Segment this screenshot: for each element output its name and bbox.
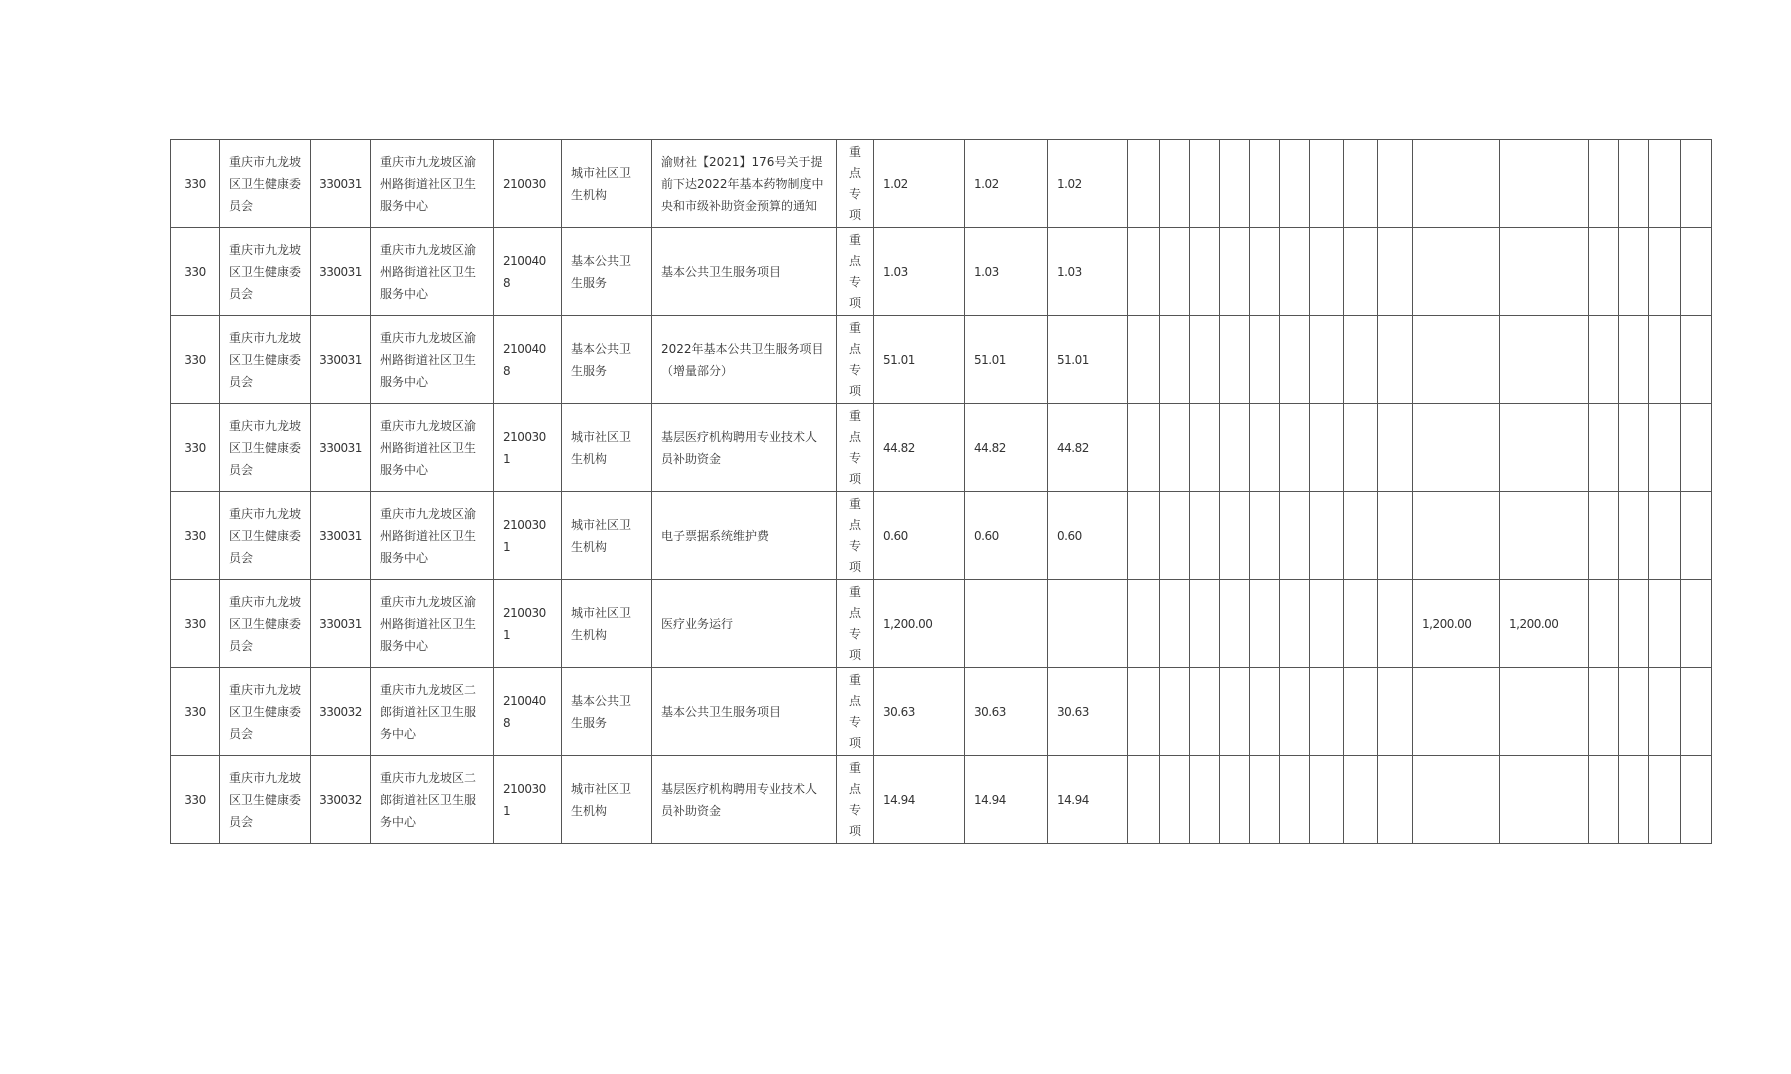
subject-code-cell: 210030	[494, 140, 562, 228]
subject-code-cell: 2100408	[494, 228, 562, 316]
empty-cell	[1589, 580, 1619, 668]
unit-code-cell: 330031	[311, 404, 371, 492]
amount-other-cell	[1413, 756, 1500, 844]
amount-other-cell: 1,200.00	[1413, 580, 1500, 668]
project-type-cell: 重点专项	[837, 140, 874, 228]
unit-code-cell: 330031	[311, 228, 371, 316]
empty-cell	[1128, 316, 1160, 404]
amount-other-cell	[1413, 140, 1500, 228]
subject-code-cell: 2100301	[494, 492, 562, 580]
empty-cell	[1344, 140, 1378, 228]
empty-cell	[1344, 580, 1378, 668]
unit-name-cell: 重庆市九龙坡区渝州路街道社区卫生服务中心	[371, 404, 494, 492]
dept-code-cell: 330	[171, 316, 220, 404]
empty-cell	[1160, 492, 1190, 580]
empty-cell	[1128, 756, 1160, 844]
empty-cell	[1128, 228, 1160, 316]
project-name-cell: 基层医疗机构聘用专业技术人员补助资金	[652, 404, 837, 492]
dept-name-cell: 重庆市九龙坡区卫生健康委员会	[220, 492, 311, 580]
unit-code-cell: 330032	[311, 668, 371, 756]
empty-cell	[1250, 404, 1280, 492]
amount-other-cell	[1413, 228, 1500, 316]
empty-cell	[1280, 140, 1310, 228]
unit-code-cell: 330032	[311, 756, 371, 844]
amount-general-cell: 51.01	[1048, 316, 1128, 404]
project-type-cell: 重点专项	[837, 492, 874, 580]
dept-code-cell: 330	[171, 756, 220, 844]
empty-cell	[1220, 140, 1250, 228]
amount-other-total-cell	[1500, 316, 1589, 404]
subject-code-cell: 2100408	[494, 316, 562, 404]
empty-cell	[1619, 668, 1649, 756]
empty-cell	[1649, 756, 1681, 844]
amount-other-cell	[1413, 316, 1500, 404]
subject-code-cell: 2100301	[494, 756, 562, 844]
empty-cell	[1310, 140, 1344, 228]
table-row	[171, 580, 1712, 668]
empty-cell	[1649, 492, 1681, 580]
empty-cell	[1250, 668, 1280, 756]
empty-cell	[1190, 580, 1220, 668]
empty-cell	[1280, 492, 1310, 580]
dept-code-cell: 330	[171, 140, 220, 228]
empty-cell	[1681, 404, 1712, 492]
empty-cell	[1649, 668, 1681, 756]
table-row	[171, 316, 1712, 404]
table-row	[171, 404, 1712, 492]
empty-cell	[1190, 228, 1220, 316]
empty-cell	[1619, 492, 1649, 580]
subject-code-cell: 2100301	[494, 580, 562, 668]
project-name-cell: 基层医疗机构聘用专业技术人员补助资金	[652, 756, 837, 844]
empty-cell	[1160, 140, 1190, 228]
table-row	[171, 492, 1712, 580]
empty-cell	[1344, 228, 1378, 316]
dept-name-cell: 重庆市九龙坡区卫生健康委员会	[220, 404, 311, 492]
empty-cell	[1250, 580, 1280, 668]
empty-cell	[1190, 668, 1220, 756]
dept-name-cell: 重庆市九龙坡区卫生健康委员会	[220, 228, 311, 316]
budget-table	[170, 139, 1712, 844]
subject-name-cell: 基本公共卫生服务	[562, 228, 652, 316]
empty-cell	[1619, 404, 1649, 492]
empty-cell	[1250, 316, 1280, 404]
empty-cell	[1589, 140, 1619, 228]
dept-code-cell: 330	[171, 404, 220, 492]
table-row	[171, 668, 1712, 756]
empty-cell	[1589, 668, 1619, 756]
amount-other-total-cell	[1500, 756, 1589, 844]
subject-name-cell: 城市社区卫生机构	[562, 140, 652, 228]
empty-cell	[1128, 404, 1160, 492]
amount-other-total-cell: 1,200.00	[1500, 580, 1589, 668]
amount-other-total-cell	[1500, 492, 1589, 580]
amount-general-cell: 30.63	[1048, 668, 1128, 756]
empty-cell	[1280, 580, 1310, 668]
subject-name-cell: 城市社区卫生机构	[562, 756, 652, 844]
amount-fiscal-cell: 1.03	[965, 228, 1048, 316]
empty-cell	[1619, 316, 1649, 404]
empty-cell	[1378, 140, 1413, 228]
empty-cell	[1128, 580, 1160, 668]
empty-cell	[1344, 492, 1378, 580]
dept-code-cell: 330	[171, 228, 220, 316]
amount-fiscal-cell: 30.63	[965, 668, 1048, 756]
empty-cell	[1681, 668, 1712, 756]
unit-name-cell: 重庆市九龙坡区渝州路街道社区卫生服务中心	[371, 316, 494, 404]
empty-cell	[1220, 756, 1250, 844]
empty-cell	[1128, 140, 1160, 228]
amount-total-cell: 44.82	[874, 404, 965, 492]
empty-cell	[1344, 668, 1378, 756]
amount-fiscal-cell: 51.01	[965, 316, 1048, 404]
amount-other-total-cell	[1500, 228, 1589, 316]
empty-cell	[1160, 580, 1190, 668]
empty-cell	[1649, 228, 1681, 316]
empty-cell	[1310, 492, 1344, 580]
empty-cell	[1190, 492, 1220, 580]
amount-other-cell	[1413, 668, 1500, 756]
project-type-cell: 重点专项	[837, 404, 874, 492]
empty-cell	[1190, 404, 1220, 492]
empty-cell	[1220, 580, 1250, 668]
empty-cell	[1160, 756, 1190, 844]
table-row	[171, 756, 1712, 844]
subject-name-cell: 基本公共卫生服务	[562, 316, 652, 404]
empty-cell	[1160, 404, 1190, 492]
amount-total-cell: 0.60	[874, 492, 965, 580]
empty-cell	[1220, 404, 1250, 492]
dept-code-cell: 330	[171, 580, 220, 668]
subject-name-cell: 基本公共卫生服务	[562, 668, 652, 756]
empty-cell	[1310, 668, 1344, 756]
empty-cell	[1220, 492, 1250, 580]
unit-code-cell: 330031	[311, 316, 371, 404]
amount-other-cell	[1413, 492, 1500, 580]
empty-cell	[1378, 316, 1413, 404]
empty-cell	[1310, 316, 1344, 404]
amount-general-cell: 1.02	[1048, 140, 1128, 228]
table-row	[171, 140, 1712, 228]
empty-cell	[1619, 228, 1649, 316]
dept-name-cell: 重庆市九龙坡区卫生健康委员会	[220, 668, 311, 756]
empty-cell	[1344, 316, 1378, 404]
empty-cell	[1128, 668, 1160, 756]
empty-cell	[1310, 228, 1344, 316]
empty-cell	[1378, 580, 1413, 668]
amount-fiscal-cell: 0.60	[965, 492, 1048, 580]
empty-cell	[1589, 404, 1619, 492]
empty-cell	[1681, 316, 1712, 404]
project-name-cell: 电子票据系统维护费	[652, 492, 837, 580]
dept-code-cell: 330	[171, 492, 220, 580]
unit-name-cell: 重庆市九龙坡区二郎街道社区卫生服务中心	[371, 668, 494, 756]
dept-name-cell: 重庆市九龙坡区卫生健康委员会	[220, 756, 311, 844]
empty-cell	[1589, 492, 1619, 580]
empty-cell	[1649, 316, 1681, 404]
empty-cell	[1280, 316, 1310, 404]
empty-cell	[1589, 756, 1619, 844]
empty-cell	[1619, 140, 1649, 228]
empty-cell	[1378, 492, 1413, 580]
empty-cell	[1310, 756, 1344, 844]
empty-cell	[1250, 228, 1280, 316]
project-name-cell: 医疗业务运行	[652, 580, 837, 668]
dept-code-cell: 330	[171, 668, 220, 756]
subject-code-cell: 2100301	[494, 404, 562, 492]
unit-code-cell: 330031	[311, 492, 371, 580]
empty-cell	[1649, 404, 1681, 492]
empty-cell	[1378, 228, 1413, 316]
empty-cell	[1589, 228, 1619, 316]
amount-total-cell: 1,200.00	[874, 580, 965, 668]
empty-cell	[1378, 756, 1413, 844]
subject-name-cell: 城市社区卫生机构	[562, 404, 652, 492]
project-type-cell: 重点专项	[837, 668, 874, 756]
empty-cell	[1280, 668, 1310, 756]
empty-cell	[1310, 580, 1344, 668]
amount-total-cell: 1.02	[874, 140, 965, 228]
amount-fiscal-cell: 44.82	[965, 404, 1048, 492]
empty-cell	[1160, 316, 1190, 404]
empty-cell	[1589, 316, 1619, 404]
unit-name-cell: 重庆市九龙坡区渝州路街道社区卫生服务中心	[371, 492, 494, 580]
amount-total-cell: 14.94	[874, 756, 965, 844]
empty-cell	[1160, 668, 1190, 756]
empty-cell	[1280, 756, 1310, 844]
empty-cell	[1681, 580, 1712, 668]
unit-code-cell: 330031	[311, 580, 371, 668]
empty-cell	[1649, 140, 1681, 228]
unit-name-cell: 重庆市九龙坡区渝州路街道社区卫生服务中心	[371, 140, 494, 228]
project-name-cell: 基本公共卫生服务项目	[652, 228, 837, 316]
amount-general-cell: 1.03	[1048, 228, 1128, 316]
empty-cell	[1250, 756, 1280, 844]
project-name-cell: 基本公共卫生服务项目	[652, 668, 837, 756]
amount-fiscal-cell: 14.94	[965, 756, 1048, 844]
empty-cell	[1378, 404, 1413, 492]
empty-cell	[1619, 580, 1649, 668]
amount-fiscal-cell	[965, 580, 1048, 668]
empty-cell	[1190, 756, 1220, 844]
empty-cell	[1160, 228, 1190, 316]
amount-other-total-cell	[1500, 404, 1589, 492]
empty-cell	[1344, 756, 1378, 844]
empty-cell	[1190, 140, 1220, 228]
project-type-cell: 重点专项	[837, 316, 874, 404]
empty-cell	[1190, 316, 1220, 404]
project-name-cell: 渝财社【2021】176号关于提前下达2022年基本药物制度中央和市级补助资金预算的通知	[652, 140, 837, 228]
unit-code-cell: 330031	[311, 140, 371, 228]
dept-name-cell: 重庆市九龙坡区卫生健康委员会	[220, 140, 311, 228]
empty-cell	[1310, 404, 1344, 492]
empty-cell	[1681, 140, 1712, 228]
empty-cell	[1649, 580, 1681, 668]
amount-other-total-cell	[1500, 140, 1589, 228]
subject-code-cell: 2100408	[494, 668, 562, 756]
empty-cell	[1681, 228, 1712, 316]
project-type-cell: 重点专项	[837, 756, 874, 844]
amount-fiscal-cell: 1.02	[965, 140, 1048, 228]
unit-name-cell: 重庆市九龙坡区二郎街道社区卫生服务中心	[371, 756, 494, 844]
empty-cell	[1220, 668, 1250, 756]
amount-other-total-cell	[1500, 668, 1589, 756]
empty-cell	[1344, 404, 1378, 492]
empty-cell	[1128, 492, 1160, 580]
amount-general-cell: 0.60	[1048, 492, 1128, 580]
empty-cell	[1220, 228, 1250, 316]
subject-name-cell: 城市社区卫生机构	[562, 492, 652, 580]
empty-cell	[1378, 668, 1413, 756]
amount-general-cell	[1048, 580, 1128, 668]
unit-name-cell: 重庆市九龙坡区渝州路街道社区卫生服务中心	[371, 228, 494, 316]
empty-cell	[1220, 316, 1250, 404]
amount-general-cell: 44.82	[1048, 404, 1128, 492]
empty-cell	[1681, 492, 1712, 580]
amount-total-cell: 1.03	[874, 228, 965, 316]
empty-cell	[1250, 140, 1280, 228]
empty-cell	[1681, 756, 1712, 844]
dept-name-cell: 重庆市九龙坡区卫生健康委员会	[220, 580, 311, 668]
amount-total-cell: 51.01	[874, 316, 965, 404]
empty-cell	[1280, 228, 1310, 316]
amount-general-cell: 14.94	[1048, 756, 1128, 844]
amount-other-cell	[1413, 404, 1500, 492]
table-row	[171, 228, 1712, 316]
empty-cell	[1250, 492, 1280, 580]
empty-cell	[1619, 756, 1649, 844]
project-name-cell: 2022年基本公共卫生服务项目（增量部分）	[652, 316, 837, 404]
amount-total-cell: 30.63	[874, 668, 965, 756]
dept-name-cell: 重庆市九龙坡区卫生健康委员会	[220, 316, 311, 404]
project-type-cell: 重点专项	[837, 228, 874, 316]
subject-name-cell: 城市社区卫生机构	[562, 580, 652, 668]
empty-cell	[1280, 404, 1310, 492]
unit-name-cell: 重庆市九龙坡区渝州路街道社区卫生服务中心	[371, 580, 494, 668]
project-type-cell: 重点专项	[837, 580, 874, 668]
